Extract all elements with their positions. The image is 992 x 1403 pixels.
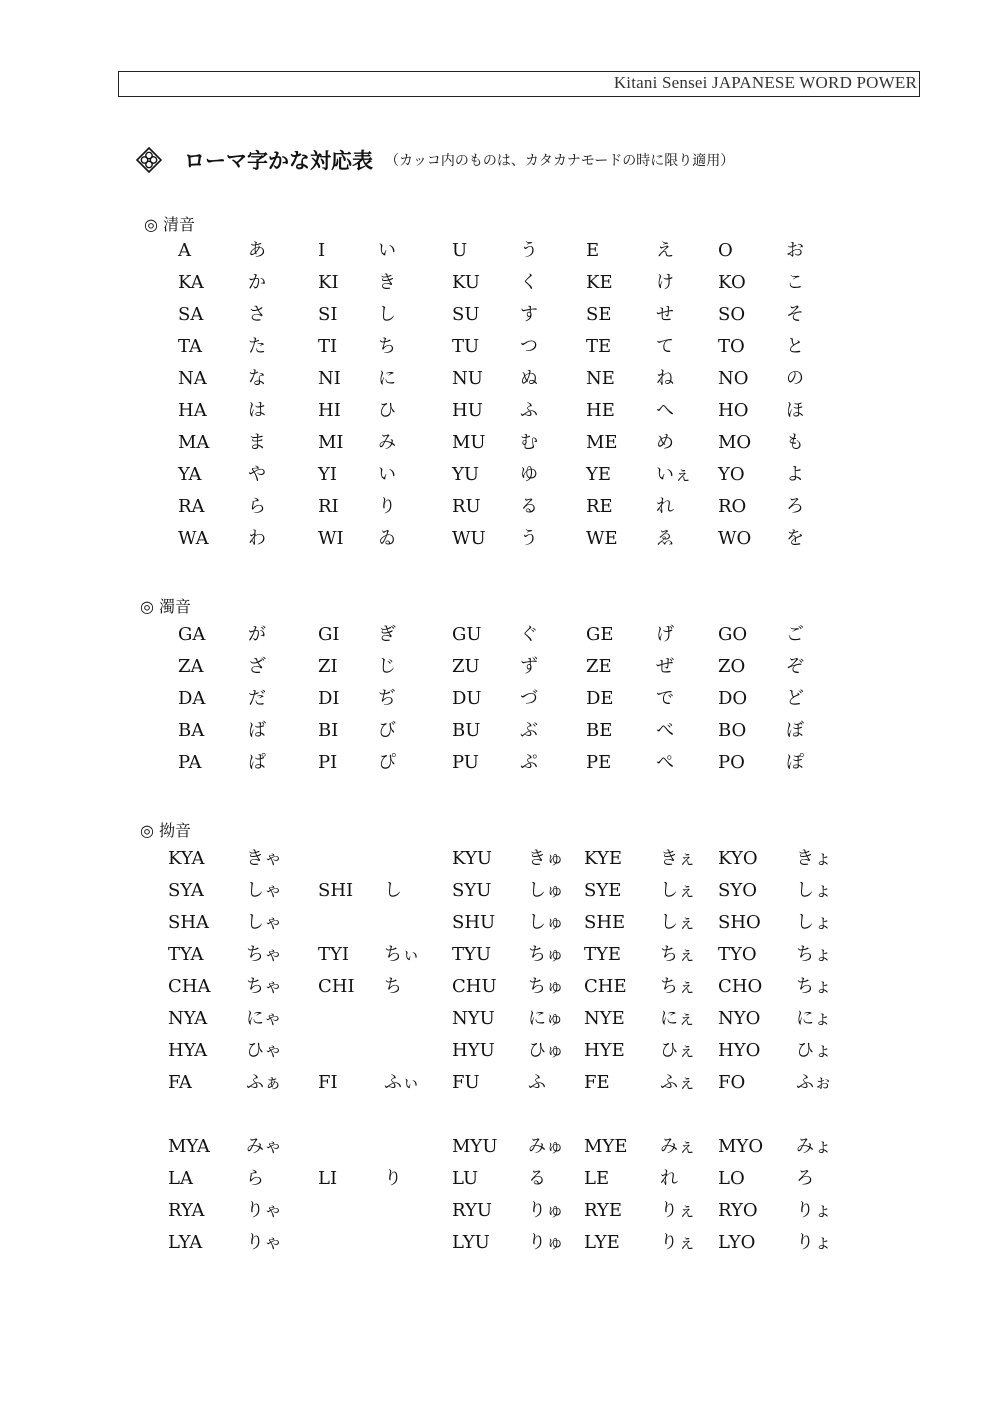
kana-cell: にょ [796,1008,832,1029]
romaji-cell: SHO [718,912,761,933]
diamond-ornament-icon [136,147,162,173]
kana-cell: ひょ [796,1040,832,1061]
romaji-cell: RA [178,496,205,517]
kana-cell: みぇ [660,1136,696,1157]
romaji-cell: FA [168,1072,192,1093]
romaji-cell: ZI [318,656,338,677]
kana-cell: ず [520,656,538,677]
kana-cell: みょ [796,1136,832,1157]
header-box [118,71,920,97]
kana-cell: ち [384,976,402,997]
kana-cell: ぴ [378,752,396,773]
kana-cell: しゃ [246,912,282,933]
romaji-cell: NE [586,368,615,389]
kana-cell: ふ [520,400,538,421]
romaji-cell: HI [318,400,341,421]
romaji-cell: E [586,240,600,261]
kana-cell: と [786,336,804,357]
romaji-cell: KI [318,272,339,293]
kana-cell: しゅ [528,912,564,933]
kana-cell: り [384,1168,402,1189]
kana-cell: りぇ [660,1232,696,1253]
romaji-cell: RYO [718,1200,758,1221]
romaji-cell: FO [718,1072,746,1093]
kana-cell: ゐ [378,528,396,549]
kana-cell: さ [248,304,266,325]
romaji-cell: YE [586,464,612,485]
romaji-cell: MYO [718,1136,764,1157]
romaji-cell: HA [178,400,207,421]
kana-cell: て [656,336,674,357]
romaji-cell: NO [718,368,749,389]
kana-cell: みゅ [528,1136,564,1157]
romaji-cell: FI [318,1072,338,1093]
kana-cell: べ [656,720,674,741]
kana-cell: ぺ [656,752,674,773]
romaji-cell: KYU [452,848,493,869]
romaji-cell: SYE [584,880,622,901]
kana-cell: ど [786,688,804,709]
romaji-cell: BU [452,720,481,741]
kana-cell: りゃ [246,1200,282,1221]
kana-cell: よ [786,464,804,485]
kana-cell: び [378,720,396,741]
kana-cell: りゅ [528,1200,564,1221]
kana-cell: ぎ [378,624,396,645]
kana-cell: ご [786,624,804,645]
kana-cell: ちゃ [246,944,282,965]
romaji-cell: DA [178,688,206,709]
kana-cell: にぇ [660,1008,696,1029]
romaji-cell: RYA [168,1200,205,1221]
kana-cell: ふぁ [246,1072,282,1093]
kana-cell: ぬ [520,368,538,389]
romaji-cell: HO [718,400,749,421]
kana-cell: みゃ [246,1136,282,1157]
romaji-cell: YU [452,464,480,485]
romaji-cell: HYO [718,1040,761,1061]
title-note: （カッコ内のものは、カタカナモードの時に限り適用） [385,153,735,169]
kana-cell: ち [378,336,396,357]
title-row [136,143,734,177]
romaji-cell: KYA [168,848,205,869]
romaji-cell: SHE [584,912,626,933]
kana-cell: いぇ [656,464,692,485]
romaji-cell: O [718,240,733,261]
kana-cell: し [378,304,396,325]
kana-cell: ちゅ [528,976,564,997]
romaji-cell: RU [452,496,481,517]
romaji-cell: LA [168,1168,193,1189]
kana-cell: り [378,496,396,517]
kana-cell: ふぃ [384,1072,420,1093]
romaji-cell: PE [586,752,612,773]
romaji-cell: ZA [178,656,204,677]
kana-cell: お [786,240,804,261]
kana-cell: ちょ [796,976,832,997]
kana-cell: ちゅ [528,944,564,965]
romaji-cell: FE [584,1072,610,1093]
kana-cell: きゃ [246,848,282,869]
romaji-cell: KE [586,272,613,293]
romaji-cell: MYU [452,1136,498,1157]
romaji-cell: DI [318,688,340,709]
romaji-cell: SA [178,304,204,325]
kana-cell: ら [246,1168,264,1189]
romaji-cell: ZE [586,656,612,677]
romaji-cell: HYU [452,1040,495,1061]
romaji-cell: NYU [452,1008,495,1029]
romaji-cell: SHA [168,912,210,933]
romaji-cell: SO [718,304,746,325]
kana-cell: げ [656,624,674,645]
kana-cell: きゅ [528,848,564,869]
romaji-cell: TYA [168,944,204,965]
romaji-cell: SHU [452,912,496,933]
kana-cell: ぐ [520,624,538,645]
romaji-cell: TE [586,336,612,357]
kana-cell: ほ [786,400,804,421]
kana-cell: が [248,624,266,645]
kana-cell: きょ [796,848,832,869]
romaji-cell: NA [178,368,207,389]
romaji-cell: MI [318,432,344,453]
romaji-cell: YI [318,464,337,485]
kana-cell: で [656,688,674,709]
kana-cell: き [378,272,396,293]
romaji-cell: RYU [452,1200,493,1221]
romaji-cell: GE [586,624,614,645]
kana-cell: りゃ [246,1232,282,1253]
romaji-cell: MO [718,432,752,453]
romaji-cell: WU [452,528,486,549]
romaji-cell: BI [318,720,339,741]
romaji-cell: WE [586,528,618,549]
romaji-cell: WO [718,528,752,549]
kana-cell: ぽ [786,752,804,773]
kana-cell: く [520,272,538,293]
kana-cell: け [656,272,674,293]
romaji-cell: MU [452,432,486,453]
romaji-cell: SU [452,304,480,325]
kana-cell: ら [248,496,266,517]
romaji-cell: LYO [718,1232,756,1253]
kana-cell: しょ [796,880,832,901]
kana-cell: ろ [786,496,804,517]
romaji-cell: DU [452,688,482,709]
romaji-cell: LYE [584,1232,620,1253]
romaji-cell: MYE [584,1136,628,1157]
kana-cell: しょ [796,912,832,933]
romaji-cell: BA [178,720,205,741]
romaji-cell: GA [178,624,206,645]
romaji-cell: CHI [318,976,355,997]
romaji-cell: SYO [718,880,757,901]
romaji-cell: TYU [452,944,492,965]
kana-cell: つ [520,336,538,357]
romaji-cell: DE [586,688,614,709]
kana-cell: りぇ [660,1200,696,1221]
kana-cell: を [786,528,804,549]
kana-cell: にゅ [528,1008,564,1029]
romaji-cell: RI [318,496,339,517]
romaji-cell: LYA [168,1232,203,1253]
kana-cell: ひゃ [246,1040,282,1061]
romaji-cell: KA [178,272,204,293]
kana-cell: りゅ [528,1232,564,1253]
kana-cell: ひ [378,400,396,421]
kana-cell: う [520,528,538,549]
kana-cell: ゆ [520,464,538,485]
romaji-cell: U [452,240,468,261]
kana-cell: わ [248,528,266,549]
kana-cell: す [520,304,538,325]
kana-cell: ば [248,720,266,741]
kana-cell: そ [786,304,804,325]
romaji-cell: FU [452,1072,480,1093]
romaji-cell: RYE [584,1200,623,1221]
kana-cell: も [786,432,804,453]
kana-cell: ちぇ [660,944,696,965]
kana-cell: しゅ [528,880,564,901]
kana-cell: しぇ [660,912,696,933]
kana-cell: む [520,432,538,453]
romaji-cell: TO [718,336,745,357]
kana-cell: め [656,432,674,453]
romaji-cell: HU [452,400,483,421]
romaji-cell: A [178,240,191,261]
romaji-cell: WA [178,528,209,549]
romaji-cell: MYA [168,1136,210,1157]
kana-cell: ね [656,368,674,389]
kana-cell: は [248,400,266,421]
romaji-cell: NYE [584,1008,625,1029]
romaji-cell: ZO [718,656,746,677]
romaji-cell: TYE [584,944,622,965]
romaji-cell: KO [718,272,746,293]
kana-cell: こ [786,272,804,293]
romaji-cell: RE [586,496,613,517]
romaji-cell: TYO [718,944,757,965]
kana-cell: ちぃ [384,944,420,965]
kana-cell: ひゅ [528,1040,564,1061]
romaji-cell: NYA [168,1008,208,1029]
kana-cell: れ [660,1168,678,1189]
kana-cell: に [378,368,396,389]
kana-cell: ふ [528,1072,546,1093]
romaji-cell: NU [452,368,483,389]
romaji-cell: BE [586,720,613,741]
kana-cell: る [520,496,538,517]
romaji-cell: CHA [168,976,211,997]
kana-cell: ぶ [520,720,538,741]
header-title: Kitani Sensei JAPANESE WORD POWER [613,73,917,92]
kana-cell: しゃ [246,880,282,901]
kana-cell: ぱ [248,752,266,773]
romaji-cell: HYA [168,1040,208,1061]
romaji-cell: SE [586,304,612,325]
romaji-cell: SYU [452,880,492,901]
kana-cell: りょ [796,1200,832,1221]
romaji-cell: CHO [718,976,763,997]
romaji-cell: LE [584,1168,610,1189]
kana-cell: な [248,368,266,389]
kana-cell: じ [378,656,396,677]
kana-cell: の [786,368,804,389]
kana-cell: い [378,464,396,485]
romaji-cell: TU [452,336,480,357]
romaji-cell: DO [718,688,748,709]
romaji-cell: LI [318,1168,338,1189]
kana-cell: せ [656,304,674,325]
romaji-cell: ME [586,432,618,453]
romaji-cell: KYE [584,848,622,869]
kana-cell: あ [248,240,266,261]
page-title: ローマ字かな対応表 [184,149,373,173]
kana-cell: み [378,432,396,453]
romaji-cell: MA [178,432,210,453]
kana-cell: づ [520,688,538,709]
kana-cell: ゑ [656,528,674,549]
kana-cell: ざ [248,656,266,677]
kana-cell: きぇ [660,848,696,869]
romaji-cell: LYU [452,1232,490,1253]
kana-cell: ろ [796,1168,814,1189]
kana-cell: ぜ [656,656,674,677]
kana-cell: う [520,240,538,261]
kana-cell: え [656,240,674,261]
kana-cell: ちょ [796,944,832,965]
romaji-cell: SHI [318,880,354,901]
romaji-cell: KU [452,272,480,293]
romaji-cell: SI [318,304,338,325]
kana-cell: だ [248,688,266,709]
romaji-cell: NYO [718,1008,761,1029]
kana-cell: か [248,272,266,293]
romaji-cell: ZU [452,656,480,677]
kana-cell: へ [656,400,674,421]
romaji-cell: WI [318,528,344,549]
romaji-cell: PO [718,752,745,773]
romaji-cell: PI [318,752,338,773]
section-heading: ◎ 清音 [144,215,196,234]
romaji-cell: I [318,240,326,261]
kana-cell: ふぉ [796,1072,832,1093]
kana-cell: や [248,464,266,485]
section-heading: ◎ 濁音 [140,597,192,616]
romaji-cell: RO [718,496,747,517]
kana-cell: ぞ [786,656,804,677]
kana-cell: し [384,880,402,901]
kana-cell: にゃ [246,1008,282,1029]
romaji-cell: GO [718,624,748,645]
romaji-cell: GI [318,624,340,645]
kana-cell: ひぇ [660,1040,696,1061]
section-heading: ◎ 拗音 [140,821,192,840]
romaji-cell: CHE [584,976,627,997]
kana-cell: ぷ [520,752,538,773]
kana-cell: ま [248,432,266,453]
romaji-cell: PU [452,752,479,773]
romaji-cell: LU [452,1168,479,1189]
romaji-cell: BO [718,720,747,741]
kana-cell: ちぇ [660,976,696,997]
romaji-cell: YA [178,464,202,485]
kana-cell: れ [656,496,674,517]
kana-cell: りょ [796,1232,832,1253]
kana-cell: ふぇ [660,1072,696,1093]
kana-cell: た [248,336,266,357]
kana-cell: る [528,1168,546,1189]
romaji-cell: KYO [718,848,758,869]
romaji-cell: SYA [168,880,204,901]
romaji-cell: TA [178,336,203,357]
kana-cell: ぼ [786,720,804,741]
romaji-cell: CHU [452,976,497,997]
romaji-cell: TI [318,336,338,357]
romaji-cell: NI [318,368,341,389]
kana-cell: ぢ [378,688,396,709]
romaji-cell: GU [452,624,482,645]
romaji-cell: LO [718,1168,745,1189]
romaji-cell: HYE [584,1040,625,1061]
kana-cell: しぇ [660,880,696,901]
kana-cell: ちゃ [246,976,282,997]
romaji-cell: PA [178,752,202,773]
kana-cell: い [378,240,396,261]
romaji-cell: YO [718,464,745,485]
romaji-cell: HE [586,400,615,421]
romaji-cell: TYI [318,944,349,965]
